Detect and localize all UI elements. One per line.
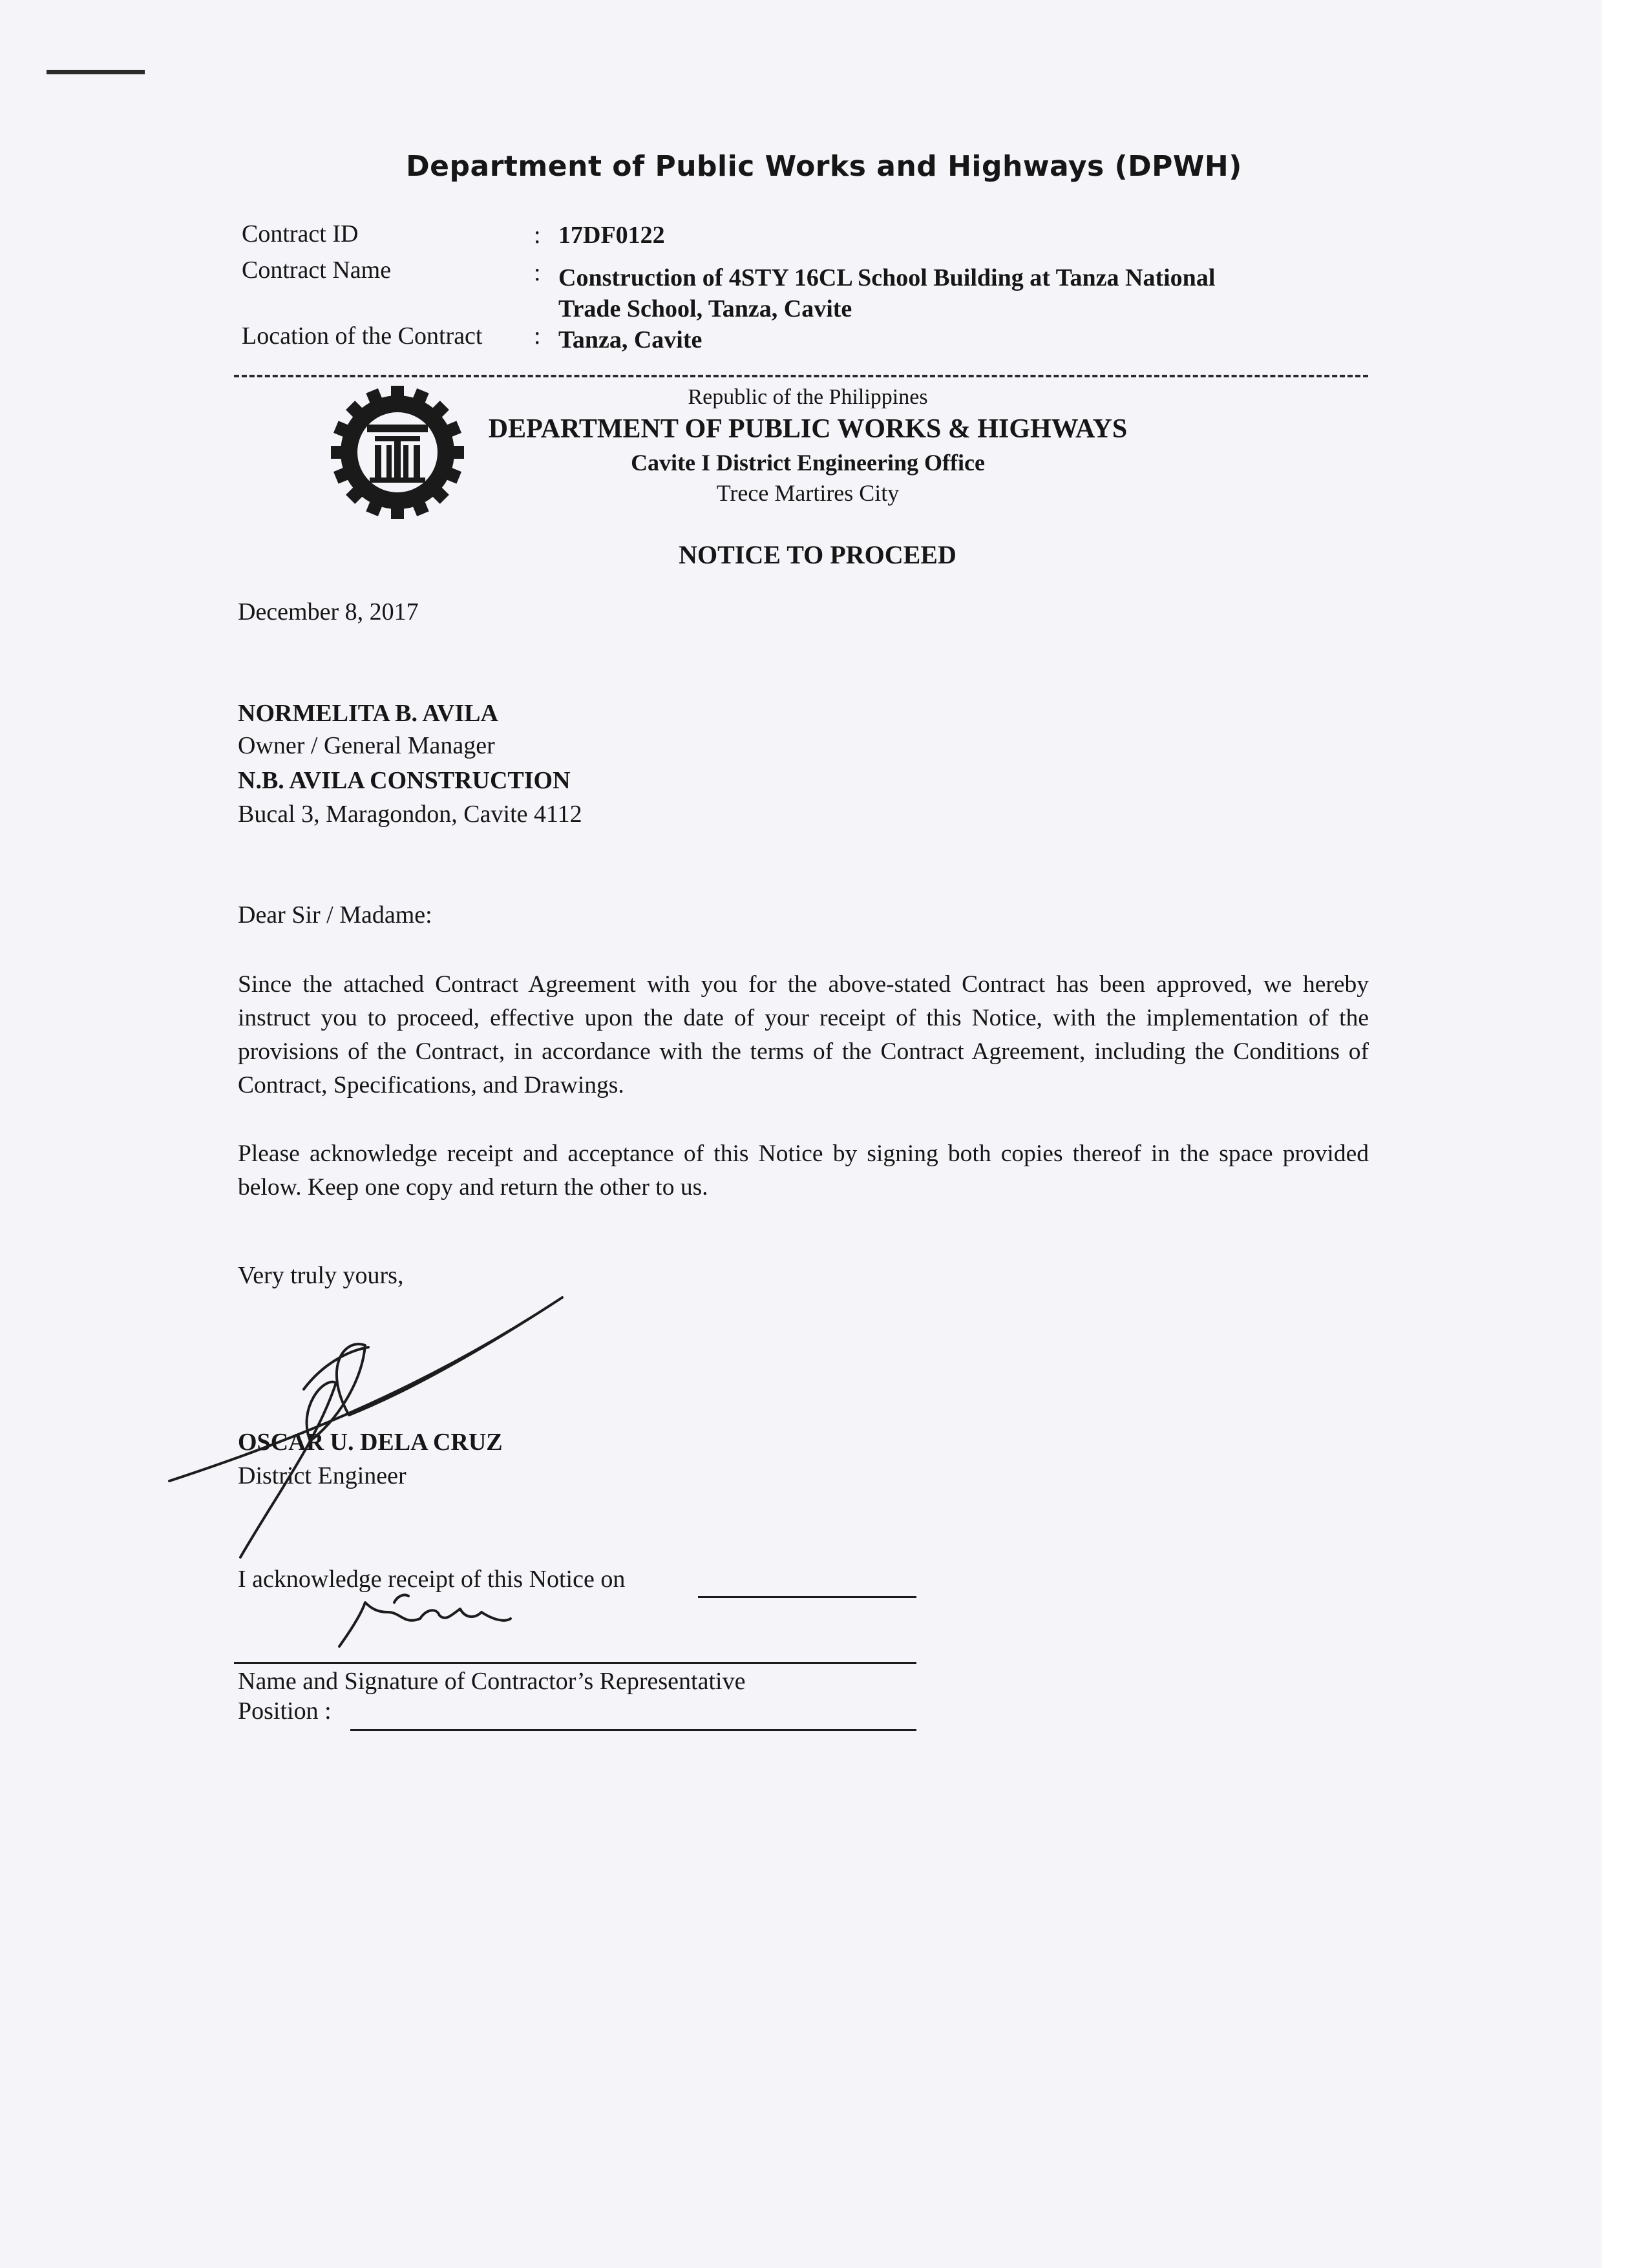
salutation: Dear Sir / Madame:	[238, 901, 432, 929]
recipient-name: NORMELITA B. AVILA	[238, 700, 498, 727]
contract-name-separator: :	[534, 259, 541, 286]
contract-name-label: Contract Name	[242, 257, 392, 284]
contract-name-value: Construction of 4STY 16CL School Building at Tanza National	[558, 264, 1216, 291]
signatory-name: OSCAR U. DELA CRUZ	[238, 1429, 503, 1456]
letterhead-city: Trece Martires City	[716, 480, 900, 506]
contract-name-value-cont: Trade School, Tanza, Cavite	[558, 295, 852, 322]
receipt-date-line	[698, 1596, 916, 1598]
recipient-company: N.B. AVILA CONSTRUCTION	[238, 767, 571, 794]
body-paragraph-1: Since the attached Contract Agreement with you for the above-stated Contract has been approved, we hereby instruct you to proceed, effective upon the date of your receipt of this Notice, with the implementation of the provisions of the Contract, in accordance with the terms of the Contract Agreement, including the Conditions of Contract, Specifications, and Drawings.	[238, 971, 1369, 1098]
location-value: Tanza, Cavite	[558, 326, 703, 353]
body-paragraph-2: Please acknowledge receipt and acceptance of this Notice by signing both copies thereof in the space provided below. Keep one copy and return the other to us.	[238, 1140, 1369, 1201]
contractor-signature	[339, 1602, 511, 1646]
scan-mark	[47, 70, 145, 74]
contract-id-value: 17DF0122	[558, 222, 665, 249]
scan-edge	[1601, 0, 1648, 2268]
letter-date: December 8, 2017	[238, 598, 419, 625]
document-banner: Department of Public Works and Highways (DPWH)	[406, 150, 1242, 183]
letterhead-republic: Republic of the Philippines	[688, 385, 928, 409]
closing: Very truly yours,	[238, 1262, 404, 1289]
letterhead-office: Cavite I District Engineering Office	[631, 450, 985, 476]
location-label: Location of the Contract	[242, 322, 483, 350]
position-label: Position :	[238, 1697, 332, 1725]
contract-id-separator: :	[534, 222, 541, 249]
recipient-title: Owner / General Manager	[238, 732, 495, 759]
contractor-signature-line	[234, 1662, 916, 1664]
position-line	[350, 1729, 916, 1731]
name-signature-label: Name and Signature of Contractor’s Representative	[238, 1668, 746, 1695]
acknowledgement-text: I acknowledge receipt of this Notice on	[238, 1566, 626, 1593]
district-engineer-signature	[169, 1297, 562, 1557]
signatory-title: District Engineer	[238, 1462, 407, 1489]
dashed-divider	[234, 375, 1368, 377]
recipient-address: Bucal 3, Maragondon, Cavite 4112	[238, 801, 582, 828]
location-separator: :	[534, 322, 541, 350]
document-title: NOTICE TO PROCEED	[679, 540, 956, 569]
letterhead-department: DEPARTMENT OF PUBLIC WORKS & HIGHWAYS	[488, 414, 1128, 444]
contract-id-label: Contract ID	[242, 220, 359, 247]
